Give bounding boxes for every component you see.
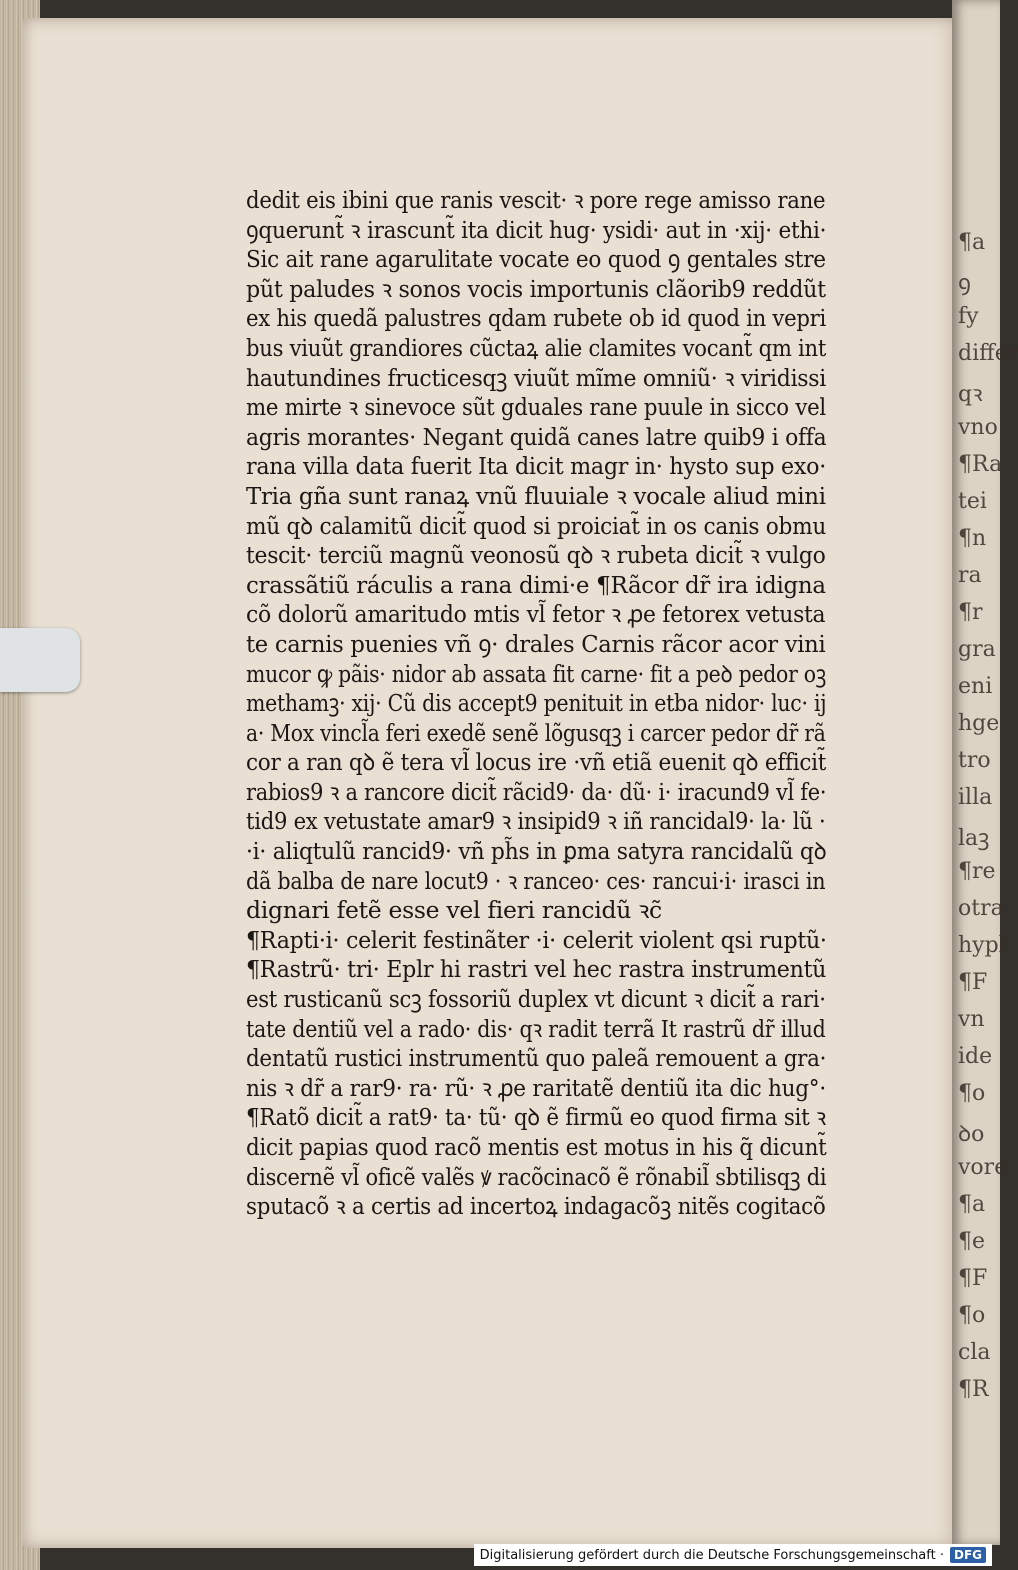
facing-page-fragment: ¶a — [958, 1192, 986, 1217]
facing-page-fragment: tro — [958, 748, 991, 773]
facing-page-fragment: ¶F — [958, 970, 988, 995]
text-line: tescit· terciũ magnũ veonosũ qꝺ ꝛ rubeta dicit̃ ꝛ vulgo — [246, 541, 826, 570]
text-line: ex his quedã palustres qdam rubete ob id quod in vepri — [246, 304, 826, 333]
page-text-block — [246, 186, 826, 1222]
facing-page-fragment: laꝫ — [958, 826, 990, 851]
facing-page-fragment: hypl — [958, 933, 1006, 958]
text-line: mucor ꝙ pãis· nidor ab assata fit carne· fit a peꝺ pedor oꝫ — [246, 659, 826, 688]
text-line: mũ qꝺ calamitũ dicit̃ quod si proiciat̃ in os canis obmu — [246, 511, 827, 540]
text-line: discernẽ vl̃ oficẽ valẽs ꝟ racõcinacõ ẽ rõnabil̃ sbtilisqꝫ di — [246, 1162, 827, 1191]
facing-page-fragment: fy — [958, 304, 979, 329]
text-line: dedit eis ibini que ranis vescit· ꝛ pore rege amisso rane — [246, 186, 826, 214]
facing-page-fragment: ra — [958, 563, 982, 588]
facing-page-fragment: eni — [958, 674, 993, 699]
facing-page-fragment: otra — [958, 896, 1004, 921]
footer-credit-text: Digitalisierung gefördert durch die Deutsche Forschungsgemeinschaft · — [479, 1547, 944, 1563]
text-line: me mirte ꝛ sinevoce sũt gduales rane puule in sicco vel — [246, 393, 826, 422]
facing-page-fragment: vn — [958, 1007, 985, 1032]
text-line: cor a ran qꝺ ẽ tera vl̃ locus ire ·vñ etiã euenit qꝺ efficit̃ — [246, 748, 827, 777]
text-line: ꝯquerunt̃ ꝛ irascunt̃ ita dicit hug· ysidi· aut in ·xij· ethi· — [246, 215, 827, 244]
text-line: methamꝫ· xij· Cũ dis accept9 penituit in etba nidor· luc· ij — [246, 689, 827, 718]
text-line: ·i· aliqtulũ rancid9· vñ ph̃s in ꝑma satyra rancidalũ qꝺ — [246, 837, 827, 866]
text-line: pũt paludes ꝛ sonos vocis importunis clãorib9 reddũt — [246, 274, 826, 303]
facing-page-fragment: ide — [958, 1044, 993, 1069]
text-line: a· Mox vincl̃a feri exedẽ senẽ lõgusqꝫ i carcer pedor dr̃ rã — [246, 718, 826, 747]
text-line: rabios9 ꝛ a rancore dicit̃ rãcid9· da· dũ· i· iracund9 vl̃ fe· — [246, 777, 827, 806]
facing-page-fragment: ꝯ — [958, 271, 971, 296]
text-line: bus viuũt grandiores cũctaꝝ alie clamites vocant̃ qm int — [246, 333, 827, 362]
text-line: Tria gña sunt ranaꝝ vnũ fluuiale ꝛ vocale aliud mini — [246, 481, 826, 510]
text-line: ¶Rastrũ· tri· Eplr hi rastri vel hec rastra instrumentũ — [246, 955, 827, 984]
facing-page-fragment: vore — [958, 1155, 1008, 1180]
text-line: te carnis puenies vñ ꝯ· drales Carnis rãcor acor vini — [246, 629, 826, 658]
facing-page-fragment: gra — [958, 637, 996, 662]
facing-page-fragment: ¶a — [958, 230, 986, 255]
facing-page-fragment: ¶r — [958, 600, 983, 625]
text-line: hautundines fructicesqꝫ viuũt mĩme omniũ· ꝛ viridissi — [246, 363, 827, 392]
text-line: est rusticanũ scꝫ fossoriũ duplex vt dicunt ꝛ dicit̃ a rari· — [246, 985, 826, 1014]
facing-page-fragment: qꝛ — [958, 382, 983, 407]
facing-page-fragment: differ — [958, 341, 1018, 366]
facing-page-fragment: ¶Ra — [958, 452, 1003, 477]
facing-page-fragment: ꝺo — [958, 1122, 985, 1147]
facing-page-fragment: ¶F — [958, 1266, 988, 1291]
text-line: cõ dolorũ amaritudo mtis vl̃ fetor ꝛ ꝓe fetorex vetusta — [246, 600, 826, 629]
text-line: dentatũ rustici instrumentũ quo paleã remouent a gra· — [246, 1044, 827, 1073]
page-marker-tab — [0, 628, 80, 692]
facing-page-fragment: ¶o — [958, 1081, 986, 1106]
text-line: sputacõ ꝛ a certis ad incertoꝝ indagacõꝫ nitẽs cogitacõ — [246, 1192, 826, 1221]
text-line: dignari fetẽ esse vel fieri rancidũ ꝛc̃ — [246, 896, 662, 925]
facing-page-fragment: ¶re — [958, 859, 996, 884]
text-line: dã balba de nare locut9 · ꝛ ranceo· ces· rancui·i· irasci in — [246, 866, 826, 895]
text-line: rana villa data fuerit Ita dicit magr in· hysto sup exo· — [246, 452, 827, 481]
facing-page-fragment: ¶R — [958, 1377, 989, 1402]
text-line: ¶Ratõ dicit̃ a rat9· ta· tũ· qꝺ ẽ firmũ eo quod firma sit ꝛ — [246, 1103, 826, 1132]
facing-page-fragment: ¶n — [958, 526, 987, 551]
text-line: tate dentiũ vel a rado· dis· qꝛ radit terrã It rastrũ dr̃ illud — [246, 1014, 826, 1043]
facing-page-strip — [952, 0, 1018, 1545]
text-line: dicit papias quod racõ mentis est motus in his q̃ dicunt̃ — [246, 1133, 827, 1161]
facing-page-fragment: illa — [958, 785, 993, 810]
facing-page-fragment: vno — [958, 415, 998, 440]
digitization-credit-bar — [474, 1544, 992, 1566]
text-line: agris morantes· Negant quidã canes latre quib9 i offa — [246, 422, 827, 451]
text-line: ¶Rapti·i· celerit festinãter ·i· celerit violent qsi ruptũ· — [246, 925, 827, 954]
text-line: crassãtiũ ráculis a rana dimi·e ¶Rãcor dr̃ ira idigna — [246, 570, 826, 599]
facing-page-fragment: cla — [958, 1340, 991, 1365]
facing-page-fragment: hge — [958, 711, 1000, 736]
facing-page-fragment: tei — [958, 489, 987, 514]
text-line: tid9 ex vetustate amar9 ꝛ insipid9 ꝛ iñ rancidal9· la· lũ · — [246, 807, 826, 836]
facing-page-fragment: ¶o — [958, 1303, 986, 1328]
dfg-logo-icon: DFG — [950, 1547, 986, 1563]
facing-page-fragment: ¶e — [958, 1229, 986, 1254]
text-line: nis ꝛ dr̃ a rar9· ra· rũ· ꝛ ꝓe raritatẽ dentiũ ita dic hug°· — [246, 1073, 826, 1102]
text-line: Sic ait rane agarulitate vocate eo quod ꝯ gentales stre — [246, 245, 826, 274]
